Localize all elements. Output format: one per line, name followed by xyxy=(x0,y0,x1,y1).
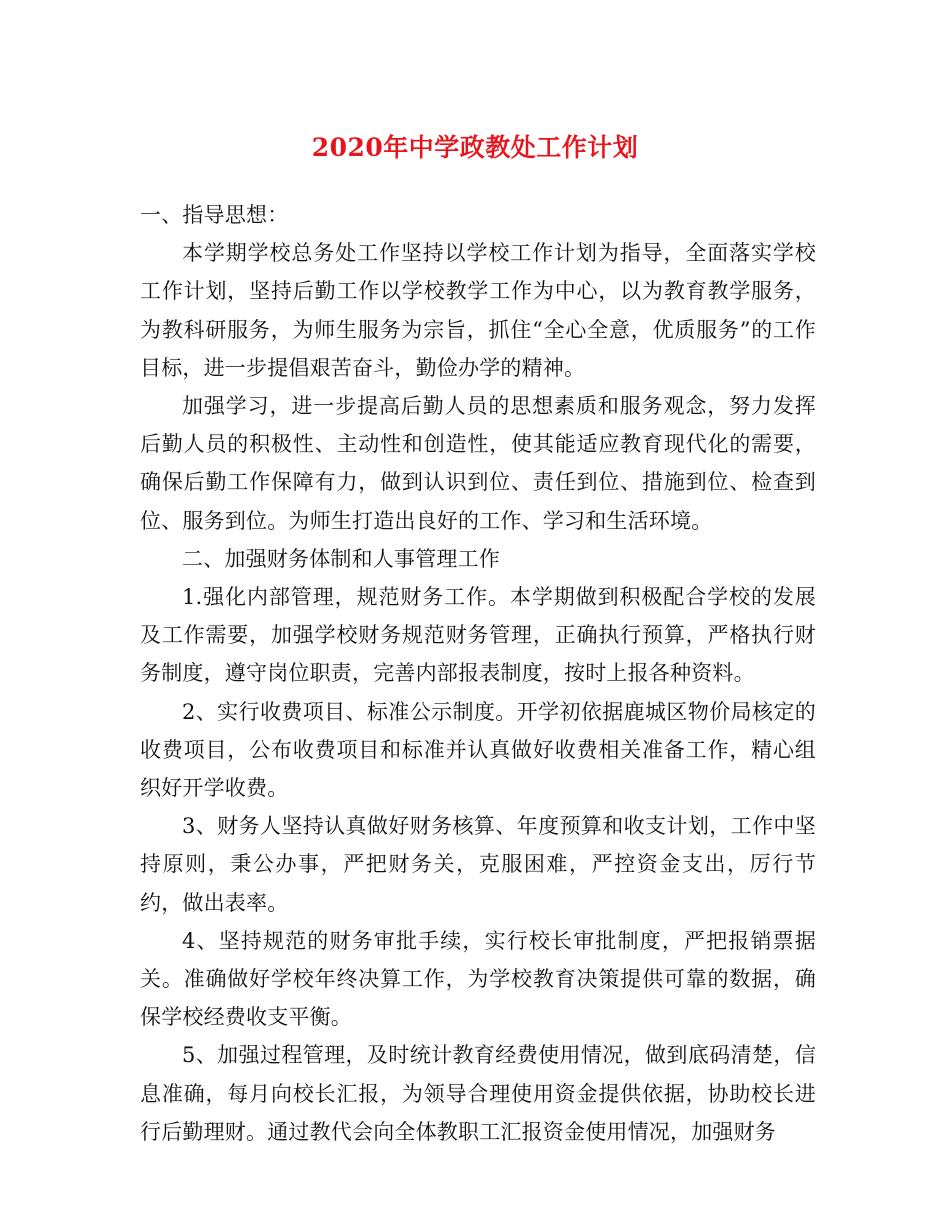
section-heading-guiding-ideology: 一、指导思想： xyxy=(140,203,289,227)
paragraph-item-2: 2、实行收费项目、标准公示制度。开学初依据鹿城区物价局核定的收费项目，公布收费项目和标准并认真做好收费相关准备工作，精心组织好开学收费。 xyxy=(140,699,816,801)
document-title: 2020年中学政教处工作计划 xyxy=(311,133,639,162)
paragraph-item-3: 3、财务人坚持认真做好财务核算、年度预算和收支计划，工作中坚持原则，秉公办事，严把财务关，克服困难，严控资金支出，厉行节约，做出表率。 xyxy=(140,814,816,915)
section-heading-finance-personnel: 二、加强财务体制和人事管理工作 xyxy=(182,546,500,571)
paragraph-item-4: 4、坚持规范的财务审批手续，实行校长审批制度，严把报销票据关。准确做好学校年终决算工作，为学校教育决策提供可靠的数据，确保学校经费收支平衡。 xyxy=(140,928,816,1030)
document-body xyxy=(140,196,816,1151)
paragraph-general-affairs: 本学期学校总务处工作坚持以学校工作计划为指导，全面落实学校工作计划，坚持后勤工作以学校教学工作为中心，以为教育教学服务，为教科研服务，为师生服务为宗旨，抓住“全心全意，优质服务”的工作目标，进一步提倡艰苦奋斗，勤俭办学的精神。 xyxy=(140,241,816,380)
paragraph-study-improvement: 加强学习，进一步提高后勤人员的思想素质和服务观念，努力发挥后勤人员的积极性、主动性和创造性，使其能适应教育现代化的需要，确保后勤工作保障有力，做到认识到位、责任到位、措施到位、检查到位、服务到位。为师生打造出良好的工作、学习和生活环境。 xyxy=(140,394,816,533)
paragraph-item-5: 5、加强过程管理，及时统计教育经费使用情况，做到底码清楚，信息准确，每月向校长汇报，为领导合理使用资金提供依据，协助校长进行后勤理财。通过教代会向全体教职工汇报资金使用情况，加强财务 xyxy=(140,1043,816,1144)
paragraph-item-1: 1.强化内部管理，规范财务工作。本学期做到积极配合学校的发展及工作需要，加强学校财务规范财务管理，正确执行预算，严格执行财务制度，遵守岗位职责，完善内部报表制度，按时上报各种资料。 xyxy=(140,585,816,686)
